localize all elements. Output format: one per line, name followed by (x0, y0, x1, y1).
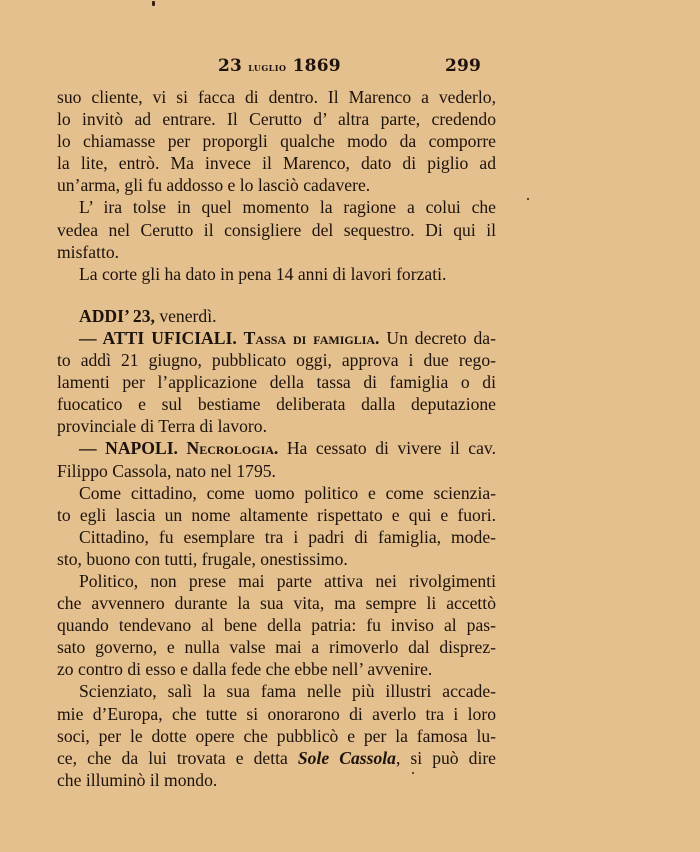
text-line: Scienziato, salì la sua fama nelle più illustri accade- (79, 681, 496, 702)
article-lead: — ATTI UFICIALI. (79, 327, 237, 348)
text-line (57, 305, 496, 327)
text-line: provinciale di Terra di lavoro. (57, 416, 267, 437)
article-first-rest: Un decreto da- (379, 327, 496, 348)
text-line: zo contro di esso e dalla fede che ebbe nell’ avvenire. (57, 659, 433, 680)
article-topic: Tassa di famiglia. (243, 327, 380, 348)
text-line: misfatto. (57, 241, 120, 262)
text-run: ce, che da lui trovata e detta (57, 747, 298, 768)
ink-speck (152, 1, 155, 6)
text-line: Come cittadino, come uomo politico e come scienzia- (79, 482, 496, 503)
text-line: lo chiamasse per proporgli qualche modo da comporre (57, 131, 496, 152)
text-line: L’ ira tolse in quel momento la ragione a colui che (79, 197, 496, 218)
header-day: 23 (218, 56, 243, 76)
page-number: 299 (445, 56, 482, 76)
text-line: la lite, entrò. Ma invece il Marenco, dato di piglio ad (57, 153, 496, 174)
paragraph-science (57, 680, 496, 790)
header-year: 1869 (292, 56, 341, 76)
text-line: Filippo Cassola, nato nel 1795. (57, 460, 276, 481)
dateline-rest: venerdì. (154, 305, 217, 326)
text-line: lo invitò ad entrare. Il Cerutto d’ altra parte, credendo (57, 109, 496, 130)
header-date (218, 56, 341, 76)
header-month: luglio (248, 60, 287, 74)
text-line: che illuminò il mondo. (57, 769, 218, 790)
ink-speck (527, 198, 529, 200)
text-line: quando tendevano al bene della patria: fu inviso al pas- (57, 615, 496, 636)
text-line: soci, per le dotte opere che pubblicò e per la famosa lu- (57, 725, 496, 746)
page-body (57, 86, 496, 791)
text-line: che avvennero durante la sua vita, ma sempre li accettò (57, 593, 496, 614)
paragraph-murder (57, 86, 496, 196)
text-line: sato governo, e nulla valse mai a rimoverlo dal disprez- (57, 637, 496, 658)
text-line: Politico, non prese mai parte attiva nei rivolgimenti (79, 570, 496, 591)
text-line: un’arma, gli fu addosso e lo lasciò cadavere. (57, 175, 371, 196)
paragraph-sentence (57, 263, 496, 285)
text-line: to egli lascia un nome altamente rispettato e qui e fuori. (57, 504, 496, 525)
paragraph-family (57, 526, 496, 570)
text-line: La corte gli ha dato in pena 14 anni di lavori forzati. (79, 263, 447, 284)
text-line: lamenti per l’applicazione della tassa di famiglia o di (57, 372, 496, 393)
text-line: to addì 21 giugno, pubblicato oggi, approva i due rego- (57, 350, 496, 371)
text-line (57, 747, 496, 769)
text-line: sto, buono con tutti, frugale, onestissimo. (57, 548, 348, 569)
paragraph-citizen (57, 482, 496, 526)
text-line: mie d’Europa, che tutte si onorarono di averlo tra i loro (57, 703, 496, 724)
text-run: , si può dire (395, 747, 496, 768)
text-line (57, 437, 496, 459)
article-lead: — NAPOLI. (79, 438, 178, 459)
italic-term: Sole Cassola (297, 747, 396, 768)
paragraph-politics (57, 570, 496, 680)
text-line: fuocatico e sul bestiame deliberata dalla deputazione (57, 394, 496, 415)
text-line: suo cliente, vi si facca di dentro. Il Marenco a vederlo, (57, 87, 496, 107)
dateline-bold: ADDI’ 23, (79, 305, 155, 326)
article-topic: Necrologia. (186, 438, 279, 459)
paragraph-anger (57, 196, 496, 262)
section-gap (57, 285, 496, 305)
text-line: vedea nel Cerutto il consigliere del sequestro. Di qui il (57, 219, 496, 240)
article-atti-uficiali (57, 327, 496, 437)
text-line (57, 327, 496, 349)
article-napoli (57, 437, 496, 481)
text-line: Cittadino, fu esemplare tra i padri di famiglia, mode- (79, 526, 496, 547)
dateline (57, 305, 496, 327)
article-first-rest: Ha cessato di vivere il cav. (278, 438, 496, 459)
running-header (0, 56, 700, 80)
